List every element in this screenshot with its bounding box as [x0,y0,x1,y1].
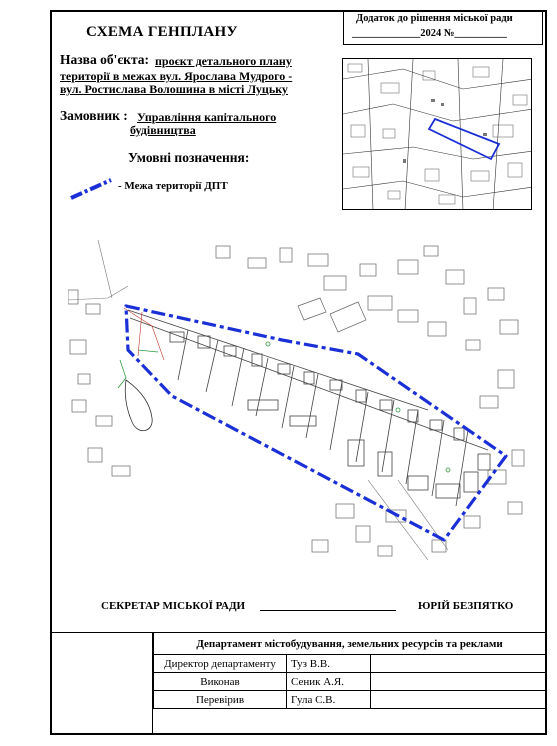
table-row [154,691,546,709]
object-line-3: вул. Ростислава Волошина в місті Луцьку [60,82,288,96]
stamp-left-block [50,632,153,735]
secretary-label: СЕКРЕТАР МІСЬКОЇ РАДИ [101,600,246,612]
customer-line-1: Управління капітального [137,110,277,124]
annex-line-1: Додаток до рішення міської ради [356,13,513,24]
stamp-role: Директор департаменту [154,655,287,673]
stamp-person: Гула С.В. [287,691,371,709]
context-buildings [68,246,524,556]
stamp-person: Туз В.В. [287,655,371,673]
annex-box [343,11,543,45]
stamp-signature-cell [371,691,546,709]
table-row [154,655,546,673]
customer-label: Замовник : [60,108,128,123]
table-row [154,673,546,691]
site-plan-map [68,240,528,580]
department-name: Департамент містобудування, земельних ресурсів та реклами [154,633,546,655]
boundary-legend-icon [68,176,114,202]
annex-line-2: _____________2024 №__________ [352,28,507,39]
customer-line-2: будівництва [130,123,196,137]
location-minimap [342,58,532,210]
stamp-role: Виконав [154,673,287,691]
stamp-signature-cell [371,673,546,691]
object-line-1: проєкт детального плану [155,54,292,68]
stamp-role: Перевірив [154,691,287,709]
page-title: СХЕМА ГЕНПЛАНУ [86,24,238,40]
stamp-signature-cell [371,655,546,673]
object-line-2: території в межах вул. Ярослава Мудрого - [60,69,293,83]
legend-title: Умовні позначення: [128,150,250,165]
location-map-graphic [343,59,532,210]
legend-item-boundary: - Межа території ДПТ [118,180,228,192]
stamp-person: Сеник А.Я. [287,673,371,691]
signature-line [260,610,396,611]
object-label: Назва об'єкта: [60,52,149,67]
signer-name: ЮРІЙ БЕЗПЯТКО [418,600,514,612]
title-block-table [153,632,546,709]
